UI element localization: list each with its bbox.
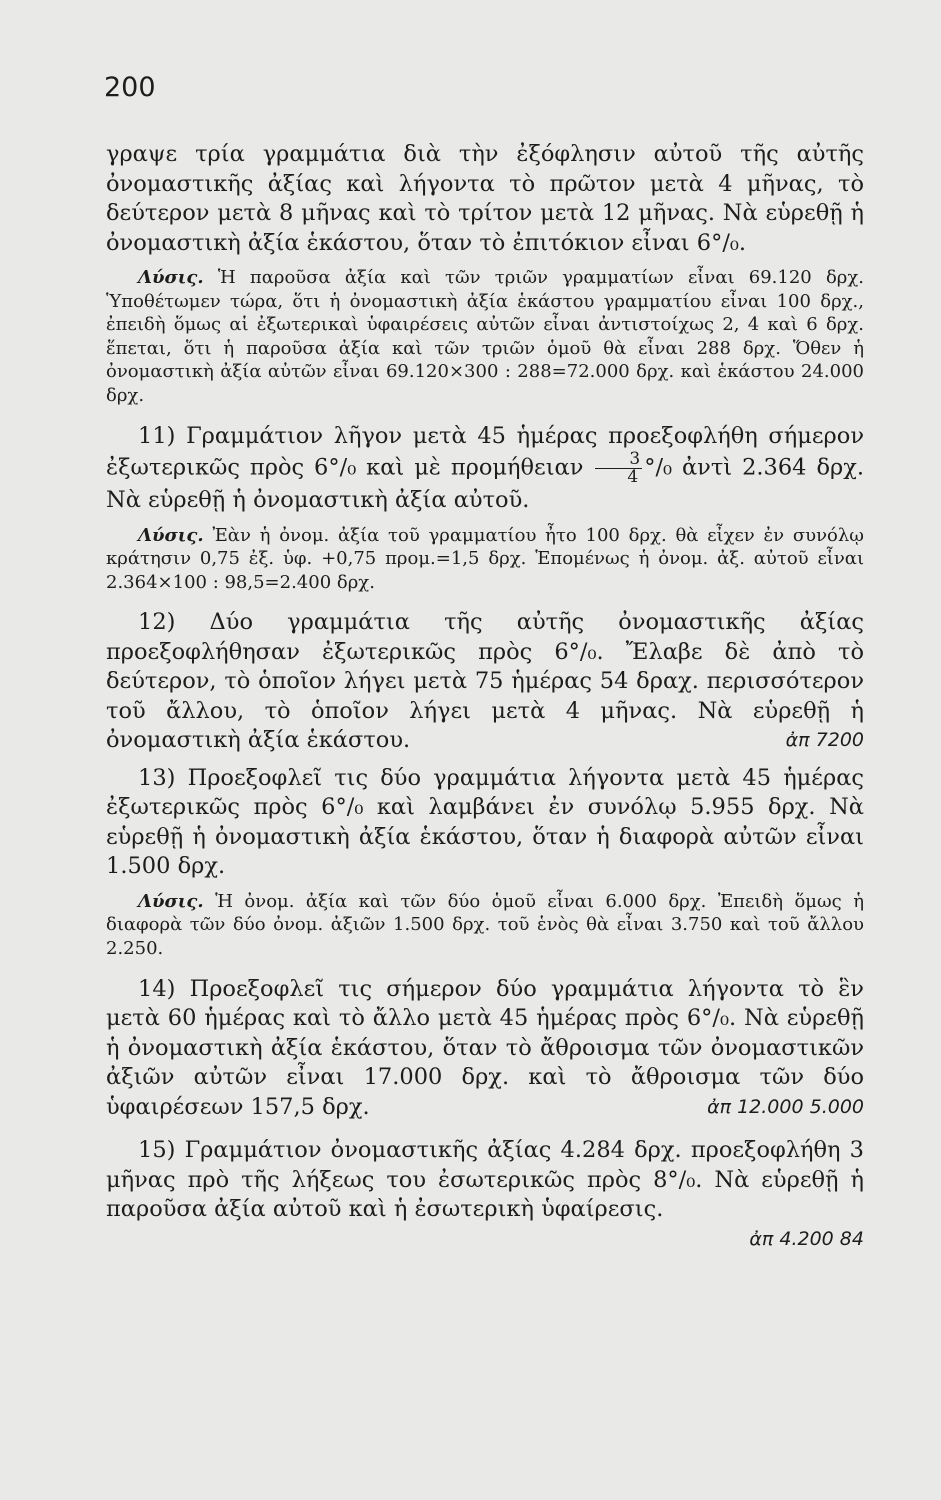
- solution-11: [106, 524, 864, 595]
- fraction-denominator: 4: [627, 467, 639, 488]
- problem-15: [106, 1136, 864, 1225]
- problem-11-text-a: 11) Γραμμάτιον λῆγον μετὰ 45 ἡμέρας προεξοφλήθη σήμερον ἐξωτερικῶς πρὸς 6°/₀ καὶ μὲ προμήθειαν: [106, 422, 864, 481]
- answer-12: ἀπ 7200: [785, 729, 864, 752]
- answer-14: ἀπ 12.000 5.000: [707, 1095, 864, 1118]
- problem-12-text: 12) Δύο γραμμάτια τῆς αὐτῆς ὀνομαστικῆς ἀξίας προεξοφλήθησαν ἐξωτερικῶς πρὸς 6°/₀. Ἔλαβε δὲ ἀπὸ τὸ δεύτερον, τὸ ὁποῖον λήγει μετὰ 75 ἡμέρας 54 δραχ. περισσότερον τοῦ ἄλλου, τὸ ὁποῖον λήγει μετὰ 4 μῆνας. Νὰ εὑρεθῇ ἡ ὀνομαστικὴ ἀξία ἑκάστου.: [106, 609, 864, 754]
- problem-10-continuation: γραψε τρία γραμμάτια διὰ τὴν ἐξόφλησιν αὐτοῦ τῆς αὐτῆς ὀνομαστικῆς ἀξίας καὶ λήγοντα τὸ πρῶτον μετὰ 4 μῆνας, τὸ δεύτερον μετὰ 8 μῆνας καὶ τὸ τρίτον μετὰ 12 μῆνας. Νὰ εὑρεθῇ ἡ ὀνομαστικὴ ἀξία ἑκάστου, ὅταν τὸ ἐπιτόκιον εἶναι 6°/₀.: [106, 141, 864, 256]
- page-number: 200: [104, 72, 156, 103]
- problem-14-text: 14) Προεξοφλεῖ τις σήμερον δύο γραμμάτια λήγοντα τὸ ἓν μετὰ 60 ἡμέρας καὶ τὸ ἄλλο μετὰ 45 ἡμέρας πρὸς 6°/₀. Νὰ εὑρεθῇ ἡ ὀνομαστικὴ ἀξία ἑκάστου, ὅταν τὸ ἄθροισμα τῶν ὀνομαστικῶν ἀξιῶν αὐτῶν εἶναι 17.000 δρχ. καὶ τὸ ἄθροισμα τῶν δύο ὑφαιρέσεων 157,5 δρχ.: [106, 975, 864, 1120]
- problem-15-text: 15) Γραμμάτιον ὀνομαστικῆς ἀξίας 4.284 δρχ. προεξοφλήθη 3 μῆνας πρὸ τῆς λήξεως του ἐσωτερικῶς πρὸς 8°/₀. Νὰ εὑρεθῇ ἡ παροῦσα ἀξία αὐτοῦ καὶ ἡ ἐσωτερικὴ ὑφαίρεσις.: [106, 1137, 864, 1223]
- solution-13: [106, 890, 864, 961]
- problem-12: [106, 608, 864, 756]
- solution-label: Λύσις.: [138, 890, 204, 912]
- solution-10: [106, 266, 864, 408]
- page-content: [106, 140, 864, 1254]
- problem-13-text: 13) Προεξοφλεῖ τις δύο γραμμάτια λήγοντα μετὰ 45 ἡμέρας ἐξωτερικῶς πρὸς 6°/₀ καὶ λαμβάνει ἐν συνόλῳ 5.955 δρχ. Νὰ εὑρεθῇ ἡ ὀνομαστικὴ ἀξία ἑκάστου, ὅταν ἡ διαφορὰ αὐτῶν εἶναι 1.500 δρχ.: [106, 764, 864, 880]
- fraction-numerator: 3: [595, 451, 642, 469]
- problem-11: [106, 422, 864, 516]
- answer-15: ἀπ 4.200 84: [749, 1227, 864, 1250]
- problem-11-text-b: °/₀ ἀντὶ 2.364 δρχ. Νὰ εὑρεθῇ ἡ ὀνομαστικὴ ἀξία αὐτοῦ.: [106, 454, 865, 514]
- solution-label: Λύσις.: [138, 524, 204, 546]
- fraction-three-quarters: [595, 451, 642, 486]
- solution-text: Ἡ ὀνομ. ἀξία καὶ τῶν δύο ὁμοῦ εἶναι 6.000 δρχ. Ἐπειδὴ ὅμως ἡ διαφορὰ τῶν δύο ὀνομ. ἀξιῶν 1.500 δρχ. τοῦ ἑνὸς θὰ εἶναι 3.750 καὶ τοῦ ἄλλου 2.250.: [106, 890, 864, 960]
- problem-13: [106, 764, 864, 882]
- solution-text: Ἐὰν ἡ ὀνομ. ἀξία τοῦ γραμματίου ἦτο 100 δρχ. θὰ εἶχεν ἐν συνόλῳ κράτησιν 0,75 ἐξ. ὑφ. +0,75 προμ.=1,5 δρχ. Ἑπομένως ἡ ὀνομ. ἀξ. αὐτοῦ εἶναι 2.364×100 : 98,5=2.400 δρχ.: [106, 524, 864, 593]
- solution-label: Λύσις.: [138, 267, 204, 288]
- solution-text: Ἡ παροῦσα ἀξία καὶ τῶν τριῶν γραμματίων εἶναι 69.120 δρχ. Ὑποθέτωμεν τώρα, ὅτι ἡ ὀνομαστικὴ ἀξία ἑκάστου γραμματίου εἶναι 100 δρχ., ἐπειδὴ ὅμως αἱ ἐξωτερικαὶ ὑφαιρέσεις αὐτῶν εἶναι ἀντιστοίχως 2, 4 καὶ 6 δρχ. ἕπεται, ὅτι ἡ παροῦσα ἀξία καὶ τῶν τριῶν ὁμοῦ θὰ εἶναι 288 δρχ. Ὅθεν ἡ ὀνομαστικὴ ἀξία αὐτῶν εἶναι 69.120×300 : 288=72.000 δρχ. καὶ ἑκάστου 24.000 δρχ.: [106, 267, 864, 406]
- problem-14: [106, 975, 864, 1123]
